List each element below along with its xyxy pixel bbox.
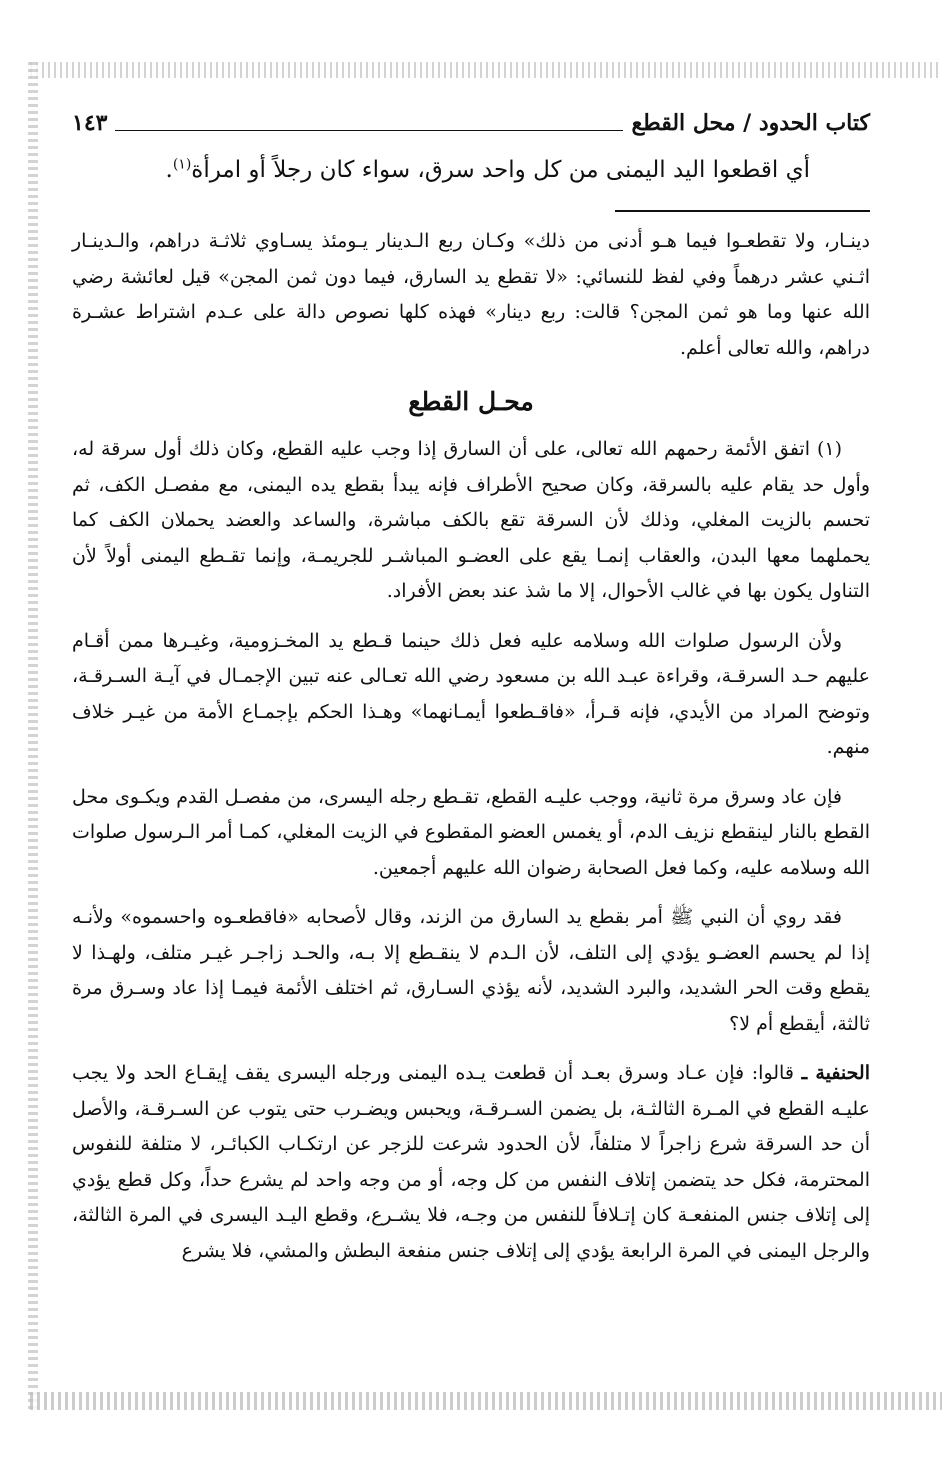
header-rule	[115, 116, 623, 131]
main-text-end: .	[165, 157, 173, 183]
header-title: كتاب الحدود / محل القطع	[631, 110, 870, 136]
footnote-paragraph: (١) اتفق الأئمة رحمهم الله تعالى، على أن السارق إذا وجب عليه القطع، وكان ذلك أول سرقة له، وأول حد يقام عليه بالسرقة، وكان صحيح الأطراف فإنه يبدأ بقطع يده اليمنى، مع مفصـل الكف، ثم تحسم بالزيت المغلي، وذلك لأن السرقة تقع بالكف مباشرة، والساعد والعضد يحملان الكف كما يحملهما معها البدن، والعقاب إنمـا يقع على العضـو المباشـر للجريمـة، وإنما تقـطع اليمنى أولاً لأن التناول يكون بها في غالب الأحوال، إلا ما شذ عند بعض الأفراد.	[72, 438, 870, 602]
main-text	[72, 150, 870, 190]
hanafi-label: الحنفية ـ	[801, 1062, 870, 1084]
running-header	[72, 108, 870, 138]
footnote-reference: (١)	[172, 156, 192, 173]
main-text-content: أي اقطعوا اليد اليمنى من كل واحد سرق، سواء كان رجلاً أو امرأة	[191, 157, 810, 183]
page	[72, 108, 870, 1269]
hanafi-paragraph	[72, 1056, 870, 1269]
decorative-bottom-border	[30, 1392, 942, 1410]
footnote-paragraph: ولأن الرسول صلوات الله وسلامه عليه فعل ذلك حينما قـطع يد المخـزومية، وغيـرها ممن أقـام عليهم حـد السرقـة، وقراءة عبـد الله بن مسعود رضي الله تعـالى عنه تبين الإجمـال في آيـة السـرقـة، وتوضح المراد من الأيدي، فإنه قـرأ، «فاقـطعوا أيمـانهما» وهـذا الحكم بإجمـاع الأمة من غيـر خلاف منهم.	[72, 629, 870, 758]
section-heading: محـل القطع	[408, 387, 534, 416]
hanafi-text: قالوا: فإن عـاد وسرق بعـد أن قطعت يـده اليمنى ورجله اليسرى يقف إيقـاع الحد ولا يجب عليـه القطع في المـرة الثالثـة، بل يضمن السـرقـة، ويحبس ويضـرب حتى يتوب عن السـرقـة، والأصل أن حد السرقة شرع زاجراً لا متلفاً، لأن الحدود شرعت للزجر عن ارتكـاب الكبائـر، لا متلفة للنفوس المحترمة، فكل حد يتضمن إتلاف النفس من كل وجه، أو من وجه واحد لم يشرع حداً، وكل قطع يؤدي إلى إتلاف جنس المنفعـة كان إتـلافاً للنفس من وجـه، فلا يشـرع، وقطع اليـد اليسرى في المرة الثالثة، والرجل اليمنى في المرة الرابعة يؤدي إلى إتلاف جنس منفعة البطش والمشي، فلا يشرع	[72, 1062, 870, 1262]
footnote-paragraph: فقد روي أن النبي ﷺ أمر بقطع يد السارق من الزند، وقال لأصحابه «فاقطعـوه واحسموه» ولأنـه إذا لم يحسم العضـو يؤدي إلى التلف، لأن الـدم لا ينقـطع إلا بـه، والحـد زاجـر غيـر متلف، ولهـذا لا يقطع وقت الحر الشديد، والبرد الشديد، لأنه يؤذي السـارق، ثم اختلف الأئمة فيمـا إذا عاد وسـرق مرة ثالثة، أيقطع أم لا؟	[72, 906, 870, 1035]
decorative-side-border	[28, 62, 38, 1410]
footnote-separator	[615, 210, 870, 212]
decorative-top-border	[30, 62, 942, 78]
page-number: ١٤٣	[72, 110, 108, 136]
footnote-continuation: دينـار، ولا تقطعـوا فيما هـو أدنى من ذلك» وكـان ربع الـدينار يـومئذ يسـاوي ثلاثـة دراهم، والـدينـار اثـني عشر درهماً وفي لفظ للنسائي: «لا تقطع يد السارق، فيما دون ثمن المجن» قيل لعائشة رضي الله عنها وما هو ثمن المجن؟ قالت: ربع دينار» فهذه كلها نصوص دالة على عـدم اشتراط عشـرة دراهم، والله تعالى أعلم.	[72, 230, 870, 359]
footnote-paragraph: فإن عاد وسرق مرة ثانية، ووجب عليـه القطع، تقـطع رجله اليسرى، من مفصـل القدم ويكـوى محل القطع بالنار لينقطع نزيف الدم، أو يغمس العضو المقطوع في الزيت المغلي، كمـا أمر الـرسول صلوات الله وسلامه عليه، وكما فعل الصحابة رضوان الله عليهم أجمعين.	[72, 785, 870, 879]
